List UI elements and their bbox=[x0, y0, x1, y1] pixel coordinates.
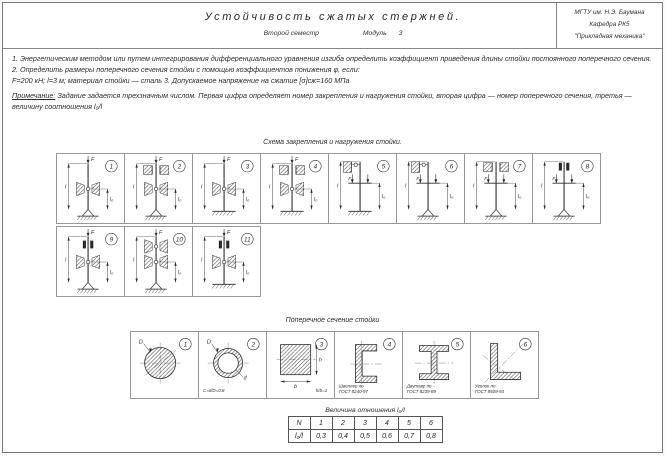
svg-text:l₀: l₀ bbox=[585, 194, 590, 201]
svg-text:10: 10 bbox=[175, 236, 183, 244]
scheme-diagram-6 bbox=[397, 154, 464, 223]
schemes-section-title: Схема закрепления и нагружения стойки. bbox=[263, 139, 402, 146]
svg-text:6: 6 bbox=[523, 341, 528, 349]
svg-text:ГОСТ 8239-89: ГОСТ 8239-89 bbox=[406, 389, 437, 395]
scheme-cell-1 bbox=[56, 153, 125, 224]
scheme-diagram-5 bbox=[329, 154, 396, 223]
svg-text:Двутавр по: Двутавр по bbox=[406, 383, 432, 389]
task-text bbox=[12, 54, 654, 113]
ratio-value-cell: l₀/l bbox=[288, 430, 310, 443]
course-name: "Прикладная механика" bbox=[574, 32, 645, 40]
svg-text:F: F bbox=[226, 156, 231, 163]
svg-text:F: F bbox=[90, 156, 95, 163]
section-diagram-4 bbox=[335, 332, 402, 398]
section-cell-5 bbox=[402, 331, 471, 399]
section-diagram-5 bbox=[403, 332, 470, 398]
svg-text:l₀: l₀ bbox=[109, 270, 114, 277]
svg-text:l: l bbox=[337, 183, 339, 190]
svg-text:l₀: l₀ bbox=[245, 197, 250, 204]
svg-text:l: l bbox=[201, 184, 203, 191]
section-diagram-1 bbox=[131, 332, 198, 398]
svg-text:4: 4 bbox=[313, 163, 318, 171]
svg-text:l: l bbox=[201, 257, 203, 264]
scheme-diagram-8 bbox=[533, 154, 600, 223]
ratio-value-cell: 0,5 bbox=[354, 430, 376, 443]
module-value: 3 bbox=[398, 30, 403, 37]
section-cell-2 bbox=[198, 331, 267, 399]
section-cell-4 bbox=[334, 331, 403, 399]
drawing-frame bbox=[2, 2, 663, 453]
task-item-1: 1. Энергетическим методом или путем интегрирования дифференциального уравнения изгиба определить коэффициент приведения длины стойки постоянного поперечного сечения. bbox=[12, 54, 652, 63]
svg-text:D: D bbox=[206, 339, 211, 346]
svg-text:Швеллер по: Швеллер по bbox=[338, 383, 364, 389]
svg-text:l₀: l₀ bbox=[381, 194, 386, 201]
ratio-table-title: Величина отношения l₀/l bbox=[325, 407, 405, 414]
section-diagram-2 bbox=[199, 332, 266, 398]
task-note bbox=[12, 91, 654, 113]
svg-text:3: 3 bbox=[245, 163, 250, 171]
ratio-table bbox=[288, 416, 443, 443]
section-cell-1 bbox=[130, 331, 199, 399]
svg-text:D: D bbox=[138, 339, 143, 346]
header-divider bbox=[3, 48, 662, 49]
sections-section-title: Поперечное сечение стойки bbox=[285, 317, 380, 324]
scheme-diagram-4 bbox=[261, 154, 328, 223]
page-title: Устойчивость сжатых стержней. bbox=[204, 11, 462, 23]
svg-text:l₀: l₀ bbox=[109, 197, 114, 204]
ratio-value-cell: 0,4 bbox=[332, 430, 354, 443]
svg-text:F: F bbox=[294, 156, 299, 163]
scheme-diagram-9 bbox=[57, 227, 124, 296]
university-name: МГТУ им. Н.Э. Баумана bbox=[574, 9, 645, 16]
svg-text:8: 8 bbox=[585, 163, 590, 171]
ratio-value-row bbox=[288, 430, 442, 443]
scheme-diagram-7 bbox=[465, 154, 532, 223]
svg-text:l₀: l₀ bbox=[177, 197, 182, 204]
svg-text:l: l bbox=[541, 183, 543, 190]
svg-text:l: l bbox=[65, 257, 67, 264]
svg-text:ГОСТ 8509-93: ГОСТ 8509-93 bbox=[474, 389, 505, 395]
svg-text:C=d/D=0.8: C=d/D=0.8 bbox=[202, 388, 225, 394]
svg-text:F: F bbox=[226, 229, 231, 236]
task-item-3: F=200 кН; l=3 м; материал стойки — сталь 3. Допускаемое напряжение на сжатие [σ]сж=160 МПа bbox=[12, 75, 350, 85]
scheme-cell-10 bbox=[124, 226, 193, 297]
scheme-cell-6 bbox=[396, 153, 465, 224]
sections-row bbox=[131, 331, 539, 399]
scheme-cell-9 bbox=[56, 226, 125, 297]
svg-text:F: F bbox=[484, 176, 488, 182]
note-label: Примечание: bbox=[12, 91, 56, 101]
ratio-header-cell: 4 bbox=[376, 417, 398, 430]
svg-text:3: 3 bbox=[319, 341, 324, 349]
svg-text:l: l bbox=[133, 257, 135, 264]
svg-text:h: h bbox=[318, 357, 322, 364]
ratio-header-cell: 3 bbox=[354, 417, 376, 430]
ratio-value-cell: 0,6 bbox=[376, 430, 398, 443]
svg-text:F: F bbox=[416, 176, 420, 182]
section-cell-6 bbox=[470, 331, 539, 399]
svg-text:l: l bbox=[473, 183, 475, 190]
svg-text:2: 2 bbox=[177, 163, 182, 171]
scheme-cell-7 bbox=[464, 153, 533, 224]
subtitle-row bbox=[143, 30, 523, 37]
svg-text:6: 6 bbox=[449, 163, 454, 171]
module-label: Модуль bbox=[362, 30, 387, 37]
scheme-cell-2 bbox=[124, 153, 193, 224]
ratio-header-cell: 2 bbox=[332, 417, 354, 430]
section-diagram-3 bbox=[267, 332, 334, 398]
svg-text:Уголок по: Уголок по bbox=[474, 383, 496, 389]
svg-text:l₀: l₀ bbox=[245, 270, 250, 277]
task-item-2: 2. Определить размеры поперечного сечения стойки с помощью коэффициентов понижения φ, если: bbox=[12, 64, 360, 74]
scheme-cell-11 bbox=[192, 226, 261, 297]
svg-text:9: 9 bbox=[109, 236, 114, 244]
svg-text:1: 1 bbox=[183, 341, 188, 349]
note-text: Задание задается трехзначным числом. Первая цифра определяет номер закрепления и нагружения стойки, вторая цифра — номер поперечного сечения, третья — величину соотношения l₀/l bbox=[12, 91, 632, 112]
title-block bbox=[556, 3, 662, 48]
svg-text:l₀: l₀ bbox=[449, 194, 454, 201]
svg-text:2: 2 bbox=[251, 341, 256, 349]
svg-text:l₀: l₀ bbox=[177, 270, 182, 277]
svg-text:l: l bbox=[65, 184, 67, 191]
ratio-header-cell: 5 bbox=[398, 417, 420, 430]
scheme-diagram-3 bbox=[193, 154, 260, 223]
ratio-value-cell: 0,3 bbox=[310, 430, 332, 443]
scheme-diagram-1 bbox=[57, 154, 124, 223]
svg-text:b: b bbox=[294, 383, 298, 390]
section-diagram-6 bbox=[471, 332, 538, 398]
svg-text:5: 5 bbox=[381, 163, 386, 171]
scheme-cell-3 bbox=[192, 153, 261, 224]
scheme-cell-5 bbox=[328, 153, 397, 224]
schemes-row-1 bbox=[57, 153, 601, 224]
svg-text:ГОСТ 8240-97: ГОСТ 8240-97 bbox=[338, 389, 369, 395]
svg-text:F: F bbox=[158, 229, 163, 236]
svg-text:7: 7 bbox=[517, 163, 522, 171]
semester-label: Второй семестр bbox=[263, 30, 319, 37]
scheme-diagram-11 bbox=[193, 227, 260, 296]
svg-text:l: l bbox=[133, 184, 135, 191]
svg-text:5: 5 bbox=[455, 341, 460, 349]
ratio-header-cell: N bbox=[288, 417, 310, 430]
ratio-block bbox=[284, 407, 446, 443]
svg-text:F: F bbox=[552, 176, 556, 182]
svg-text:l: l bbox=[405, 183, 407, 190]
svg-text:4: 4 bbox=[387, 341, 392, 349]
ratio-value-cell: 0,8 bbox=[420, 430, 442, 443]
svg-text:F: F bbox=[348, 176, 352, 182]
ratio-value-cell: 0,7 bbox=[398, 430, 420, 443]
scheme-cell-8 bbox=[532, 153, 601, 224]
svg-text:h/b=1: h/b=1 bbox=[315, 388, 328, 394]
svg-text:l: l bbox=[269, 184, 271, 191]
svg-text:l₀: l₀ bbox=[517, 194, 522, 201]
scheme-cell-4 bbox=[260, 153, 329, 224]
scheme-diagram-10 bbox=[125, 227, 192, 296]
ratio-header-cell: 6 bbox=[420, 417, 442, 430]
schemes-row-2 bbox=[57, 226, 261, 297]
svg-text:l₀: l₀ bbox=[313, 197, 318, 204]
scheme-diagram-2 bbox=[125, 154, 192, 223]
section-cell-3 bbox=[266, 331, 335, 399]
ratio-header-cell: 1 bbox=[310, 417, 332, 430]
department-name: Кафедра РК5 bbox=[589, 20, 630, 28]
ratio-header-row bbox=[288, 417, 442, 430]
svg-text:d: d bbox=[243, 375, 247, 382]
svg-text:1: 1 bbox=[109, 163, 114, 171]
svg-text:F: F bbox=[90, 229, 95, 236]
svg-text:11: 11 bbox=[244, 236, 251, 244]
svg-text:F: F bbox=[158, 156, 163, 163]
